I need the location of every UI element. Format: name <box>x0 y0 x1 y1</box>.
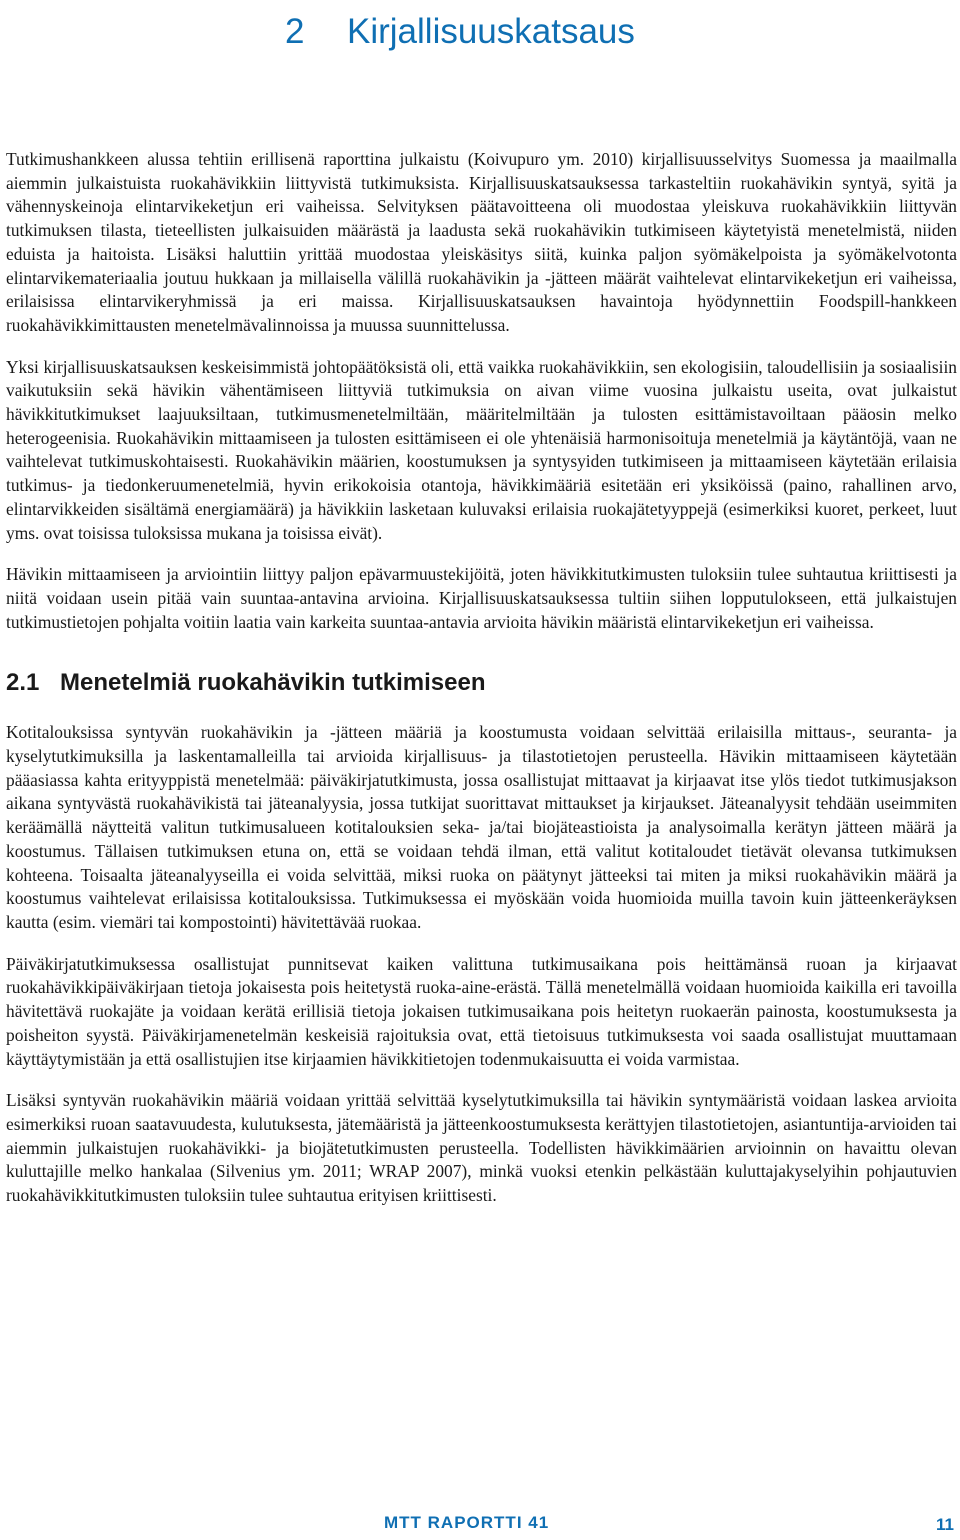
paragraph: Lisäksi syntyvän ruokahävikin määriä voidaan yrittää selvittää kyselytutkimuksilla tai hävikin syntymääristä voidaan laskea arvioita esimerkiksi ruoan saatavuudesta, kulutuksesta, jätemääristä ja jätteenkoostumuksesta kerättyjen tilastotietojen, asiantuntija-arvioiden tai aiemmin julkaistujen ruokahävikki- ja biojätetutkimusten perusteella. Todellisten hävikkimäärien arvioinnin on havaittu olevan kuluttajille melko hankalaa (Silvenius ym. 2011; WRAP 2007), minkä vuoksi etenkin pelkästään kuluttajakyselyihin pohjautuvien ruokahävikkitutkimusten tuloksiin tulee suhtautua erityisen kriittisesti. <box>6 1090 957 1206</box>
paragraph: Tutkimushankkeen alussa tehtiin erillisenä raporttina julkaistu (Koivupuro ym. 2010) kirjallisuusselvitys Suomessa ja maailmalla aiemmin julkaistuista ruokahävikkiin liittyvistä tutkimuksista. Kirjallisuuskatsauksessa tarkasteltiin ruokahävikin syntyä, syitä ja vähennyskeinoja elintarvikeketjun eri vaiheissa. Selvityksen päätavoitteena oli muodostaa yleiskuva ruokahävikkiin liittyvän tutkimuksen tilasta, tieteellisten julkaisuiden määrästä ja laadusta sekä ruokahävikin tutkimiseen käytetyistä menetelmistä, niiden eduista ja haitoista. Lisäksi haluttiin yrittää muodostaa yleiskäsitys siitä, kuinka paljon syömäkelpoista ja syömäkelvotonta elintarvikemateriaalia joutuu hukkaan ja millaisella välillä ruokahävikin ja -jätteen määrät vaihtelevat elintarvikeketjun eri vaiheissa, erilaisissa elintarvikeryhmissä ja eri maissa. Kirjallisuuskatsauksen havaintoja hyödynnettiin Foodspill-hankkeen ruokahävikkimittausten menetelmävalinnoissa ja muussa suunnittelussa. <box>6 149 957 335</box>
chapter-title: Kirjallisuuskatsaus <box>347 12 635 51</box>
report-series-label: MTT RAPORTTI 41 <box>384 1513 550 1532</box>
paragraph: Yksi kirjallisuuskatsauksen keskeisimmistä johtopäätöksistä oli, että vaikka ruokahävikkiin, sen ekologisiin, taloudellisiin ja sosiaalisiin vaikutuksiin sekä hävikin vähentämiseen liittyviä tutkimuksia on aivan viime vuosina julkaistu useita, ovat julkaistut hävikkitutkimukset laajuuksiltaan, tutkimusmenetelmiltään, määritelmiltään ja tulosten esittämistavoiltaan pääosin melko heterogeenisia. Ruokahävikin mittaamiseen ja tulosten esittämiseen ei ole yhtenäisiä harmonisoituja menetelmiä ja käytäntöjä, vaan ne vaihtelevat tutkimuskohtaisesti. Ruokahävikin määrien, koostumuksen ja syntysyiden tutkimiseen ja mittaamiseen käytetään erilaisia tutkimus- ja tiedonkeruumenetelmiä, hyvin erikokoisia otantoja, hävikkimääriä esitetään eri yksiköissä (paino, rahallinen arvo, elintarvikkeiden sisältämä energiamäärä) ja hävikkiin lasketaan kuluvaksi erilaisia ruokajätetyyppejä (esimerkiksi kuoret, perkeet, luut yms. ovat toisissa tuloksissa mukana ja toisissa eivät). <box>6 356 957 543</box>
chapter-number: 2 <box>285 12 305 51</box>
page-number: 11 <box>936 1515 954 1534</box>
paragraph: Hävikin mittaamiseen ja arviointiin liittyy paljon epävarmuustekijöitä, joten hävikkitutkimusten tuloksiin tulee suhtautua kriittisesti ja niitä voidaan usein pitää vain suuntaa-antavina arvioina. Kirjallisuuskatsauksessa tultiin siihen lopputulokseen, että julkaistujen tutkimustietojen pohjalta voitiin laatia vain karkeita suuntaa-antavia arvioita hävikin määristä elintarvikeketjun eri vaiheissa. <box>6 564 957 632</box>
chapter-heading <box>285 8 635 56</box>
section-number: 2.1 <box>6 669 40 697</box>
section-title: Menetelmiä ruokahävikin tutkimiseen <box>60 669 486 697</box>
section-heading <box>6 667 957 699</box>
paragraph: Päiväkirjatutkimuksessa osallistujat punnitsevat kaiken valittuna tutkimusaikana pois heittämänsä ruoan ja kirjaavat ruokahävikkipäiväkirjaan tietoja jokaisesta pois heitetystä ruoka-aine-erästä. Tällä menetelmällä voidaan huomioida kaikilla eri tavoilla hävitettävä ruokajäte ja voidaan kerätä erillisiä tietoja jokaisen tutkimusaikana pois heitetyn ruokaerän painosta, koostumuksesta ja poisheiton syystä. Päiväkirjamenetelmän keskeisiä rajoituksia ovat, että tietoisuus tutkimuksesta voi saada osallistujat muuttamaan käyttäytymistään ja että osallistujien itse kirjaamien hävikkitietojen todenmukaisuutta ei voida varmistaa. <box>6 953 957 1069</box>
body-text <box>6 148 957 1226</box>
paragraph: Kotitalouksissa syntyvän ruokahävikin ja -jätteen määriä ja koostumusta voidaan selvittää erilaisilla mittaus-, seuranta- ja kyselytutkimuksilla ja laskentamalleilla tai arvioida kirjallisuus- ja tilastotietojen perusteella. Hävikin mittaamiseen käytetään pääasiassa kahta erityyppistä menetelmää: päiväkirjatutkimusta, jossa osallistujat mittaavat ja kirjaavat itse ylös tiedot tutkimusjakson aikana syntyvästä ruokahävikistä tai jäteanalyysia, jossa tutkijat suorittavat mittaukset ja kirjaukset. Jäteanalyysit tehdään useimmiten keräämällä näytteitä valitun tutkimusalueen kotitalouksien seka- ja/tai biojäteastioista ja analysoimalla kerätyn jätteen määrä ja koostumus. Tällaisen tutkimuksen etuna on, että se voidaan tehdä ilman, että valitut kotitaloudet tietävät olevansa tutkimuksen kohteena. Toisaalta jäteanalyyseilla ei voida selvittää, miksi ruoka on päätynyt jätteeksi tai miten ja miksi ruokahävikin määrä ja koostumus vaihtelevat erilaisissa kotitalouksissa. Tutkimuksessa ei myöskään voida huomioida muilla tavoin kuin jätteenkeräyksen kautta (esim. viemäri tai kompostointi) hävitettävää ruokaa. <box>6 722 957 932</box>
